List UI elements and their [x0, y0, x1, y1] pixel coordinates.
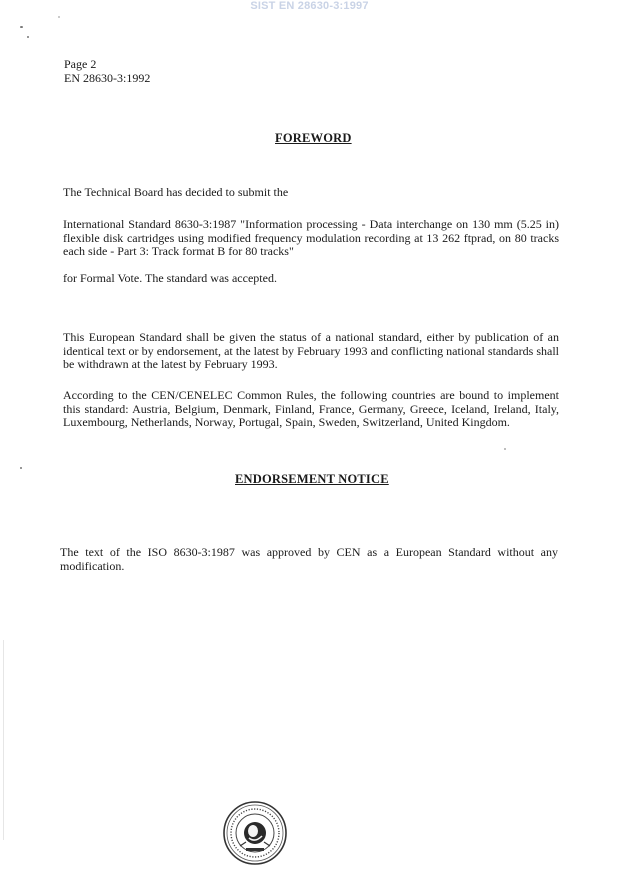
- official-seal-icon: [222, 800, 288, 866]
- document-id: EN 28630-3:1992: [64, 71, 151, 85]
- watermark: SIST EN 28630-3:1997: [250, 0, 369, 12]
- endorsement-title: ENDORSEMENT NOTICE: [235, 472, 389, 486]
- endorsement-paragraph: The text of the ISO 8630-3:1987 was approved by CEN as a European Standard without any modification.: [60, 545, 558, 573]
- foreword-paragraph-countries: According to the CEN/CENELEC Common Rules, the following countries are bound to implement this standard: Austria, Belgium, Denmark, Finland, France, Germany, Greece, Iceland, Ireland, Italy, Luxembourg, Netherlands, Norway, Portugal, Spain, Sweden, Switzerland, United Kingdom.: [63, 388, 559, 429]
- scan-margin-line: [3, 640, 4, 840]
- foreword-paragraph-status: This European Standard shall be given the status of a national standard, either by publication of an identical text or by endorsement, at the latest by February 1993 and conflicting national standards shall be withdrawn at the latest by February 1993.: [63, 330, 559, 371]
- foreword-paragraph-vote: for Formal Vote. The standard was accepted.: [63, 271, 277, 285]
- scan-speck: [58, 16, 60, 18]
- foreword-paragraph-standard: International Standard 8630-3:1987 "Information processing - Data interchange on 130 mm (5.25 in) flexible disk cartridges using modified frequency modulation recording at 13 262 ftprad, on 80 tracks each side - Part 3: Track format B for 80 tracks": [63, 217, 559, 258]
- scan-speck: [27, 36, 29, 38]
- scan-speck: [20, 26, 23, 28]
- scan-speck: [504, 448, 506, 450]
- scan-speck: [20, 467, 22, 469]
- page-number: Page 2: [64, 57, 97, 71]
- foreword-title: FOREWORD: [275, 131, 352, 145]
- foreword-paragraph-intro: The Technical Board has decided to submit the: [63, 185, 289, 199]
